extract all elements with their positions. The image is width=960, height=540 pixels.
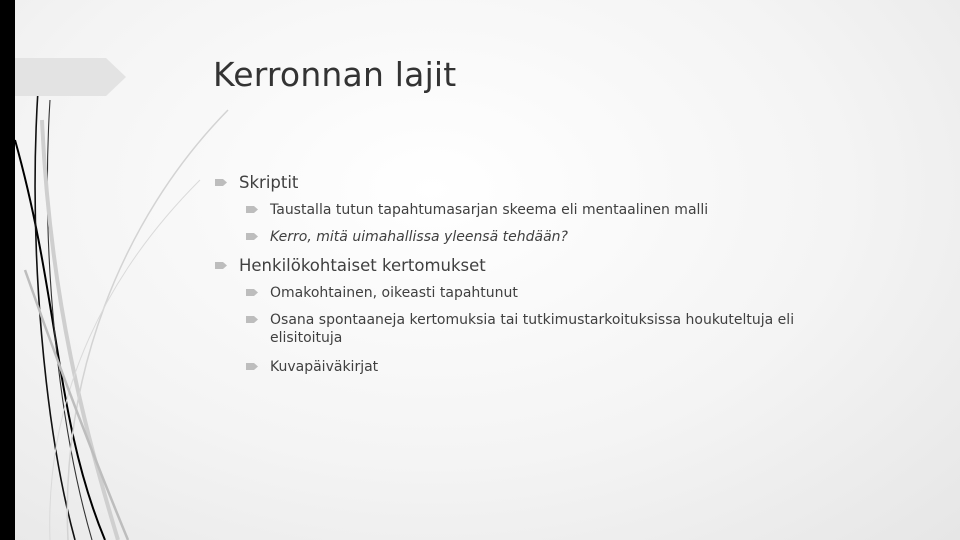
sub-bullet xyxy=(215,311,865,358)
sub-bullet-text: Kerro, mitä uimahallissa yleensä tehdään? xyxy=(270,229,568,245)
sub-bullet-text: Omakohtainen, oikeasti tapahtunut xyxy=(270,285,518,301)
bullet-henkilokohtaiset xyxy=(215,255,865,284)
slide-title: Kerronnan lajit xyxy=(213,55,457,94)
pencil-bullet-icon xyxy=(246,231,258,242)
bullet-list xyxy=(215,172,865,385)
sub-bullet xyxy=(215,228,865,255)
pencil-bullet-icon xyxy=(246,204,258,215)
pencil-bullet-icon xyxy=(246,287,258,298)
pencil-bullet-icon xyxy=(246,361,258,372)
sub-bullet-text: Osana spontaaneja kertomuksia tai tutkimustarkoituksissa houkuteltuja eli elisitoituja xyxy=(270,312,795,346)
bullet-text: Skriptit xyxy=(239,173,299,192)
sub-bullet xyxy=(215,284,865,311)
sub-bullet xyxy=(215,358,865,385)
sub-bullet-text: Taustalla tutun tapahtumasarjan skeema eli mentaalinen malli xyxy=(270,202,709,218)
sub-bullet xyxy=(215,201,865,228)
pencil-bullet-icon xyxy=(215,260,227,271)
bullet-text: Henkilökohtaiset kertomukset xyxy=(239,256,486,275)
sub-bullet-text: Kuvapäiväkirjat xyxy=(270,359,379,375)
pencil-bullet-icon xyxy=(246,314,258,325)
bullet-skriptit xyxy=(215,172,865,201)
title-arrow-shape xyxy=(0,58,126,96)
pencil-bullet-icon xyxy=(215,177,227,188)
